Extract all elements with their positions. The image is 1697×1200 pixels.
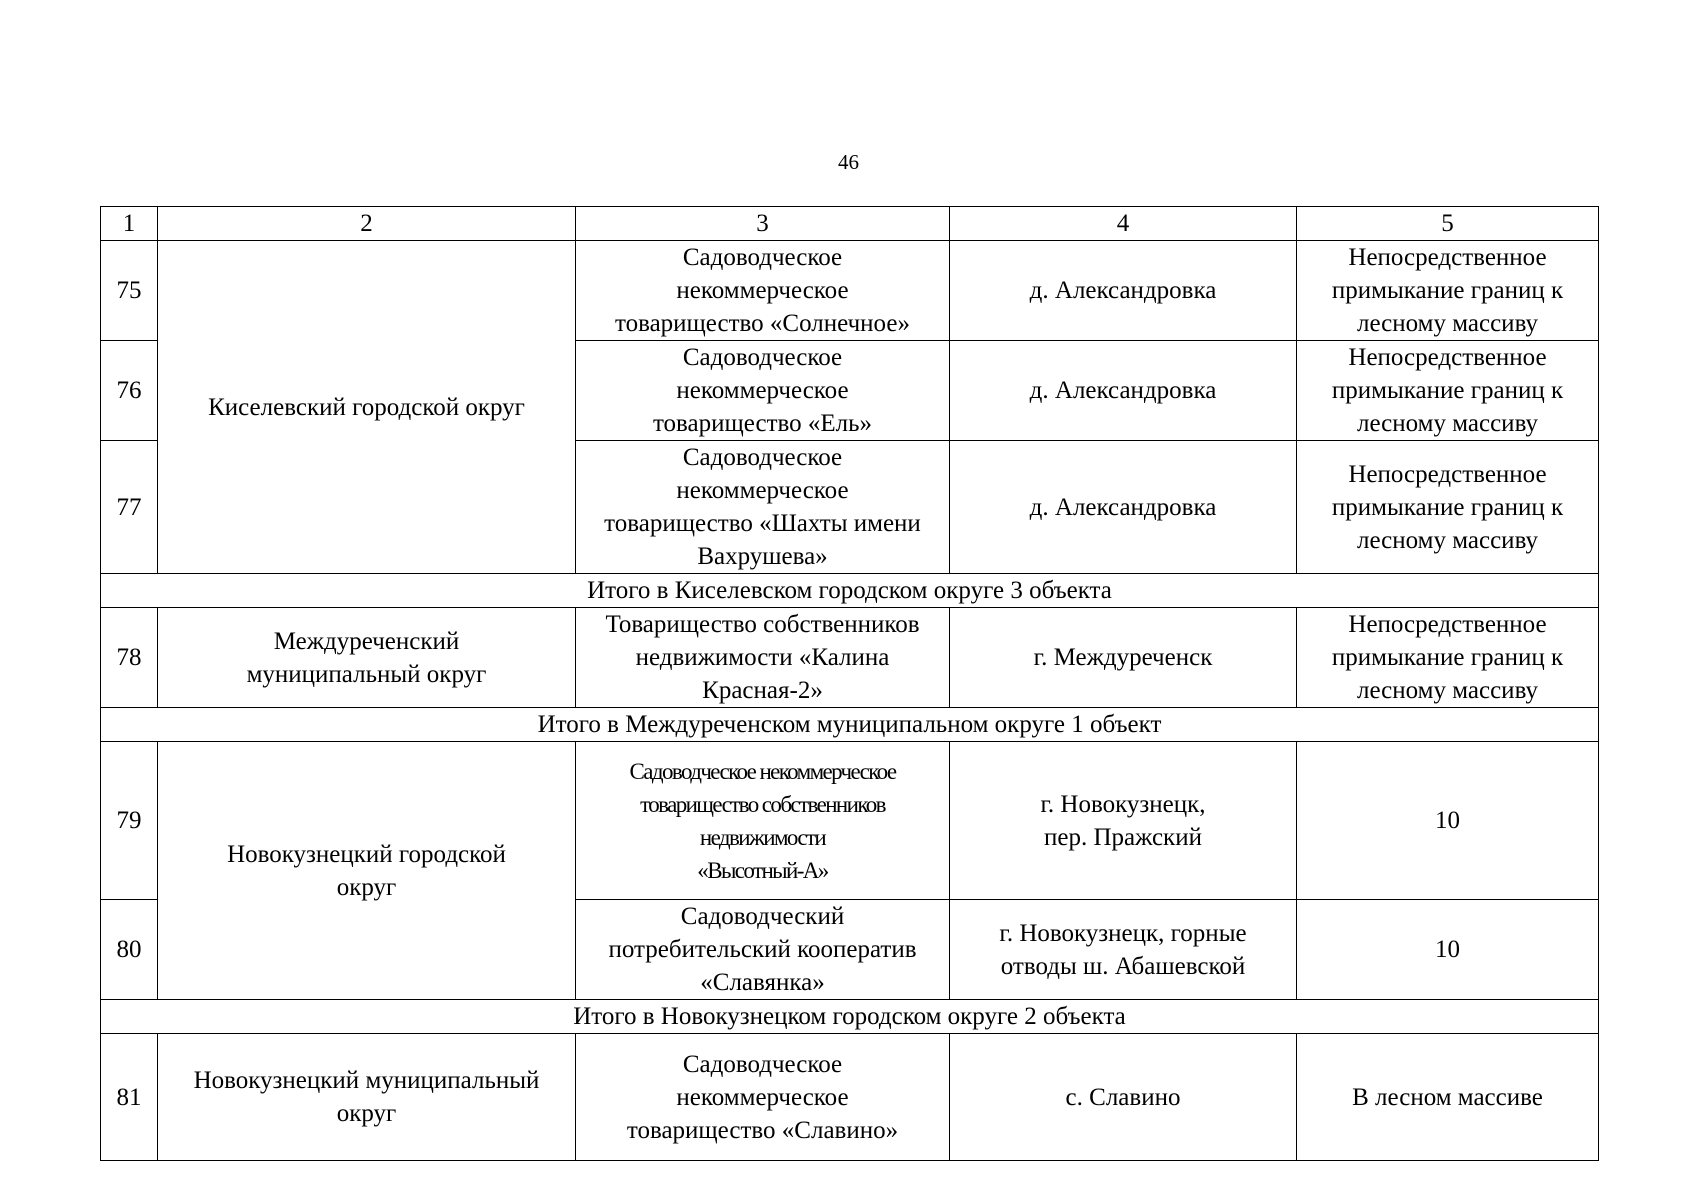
distance-cell — [1297, 608, 1599, 708]
location-cell — [950, 742, 1297, 900]
total-cell: Итого в Новокузнецком городском округе 2 объекта — [101, 1000, 1599, 1034]
row-number: 81 — [101, 1034, 158, 1161]
header-col-2: 2 — [158, 207, 576, 241]
text-line: товарищество «Ель» — [652, 410, 873, 437]
text-line: товарищество собственников — [640, 791, 885, 817]
text-line: потребительский кооператив — [608, 936, 917, 963]
text-line: Садоводческое — [682, 244, 843, 271]
location-cell: с. Славино — [950, 1034, 1297, 1161]
location-cell: г. Междуреченск — [950, 608, 1297, 708]
row-number: 79 — [101, 742, 158, 900]
row-number: 76 — [101, 341, 158, 441]
text-line: Непосредственное — [1348, 344, 1547, 371]
text-line: Садоводческое — [682, 344, 843, 371]
header-col-5: 5 — [1297, 207, 1599, 241]
objects-table — [100, 206, 1599, 1161]
total-cell: Итого в Киселевском городском округе 3 объекта — [101, 574, 1599, 608]
text-line: Садоводческий — [680, 903, 845, 930]
district-cell — [158, 1034, 576, 1161]
table-row — [101, 1034, 1599, 1161]
total-cell: Итого в Междуреченском муниципальном округе 1 объект — [101, 708, 1599, 742]
object-name-cell — [576, 608, 950, 708]
object-name-cell — [576, 441, 950, 574]
text-line: отводы ш. Абашевской — [1000, 952, 1246, 980]
text-line: Садоводческое некоммерческое — [629, 758, 896, 784]
text-line: примыкание границ к — [1331, 493, 1564, 521]
location-cell: д. Александровка — [950, 441, 1297, 574]
table-row — [101, 241, 1599, 341]
object-name-cell — [576, 1034, 950, 1161]
location-cell: д. Александровка — [950, 241, 1297, 341]
district-cell — [158, 742, 576, 1000]
distance-cell: 10 — [1297, 742, 1599, 900]
header-col-1: 1 — [101, 207, 158, 241]
district-cell — [158, 608, 576, 708]
row-number: 80 — [101, 900, 158, 1000]
total-row — [101, 574, 1599, 608]
text-line: Непосредственное — [1348, 460, 1547, 488]
distance-cell — [1297, 241, 1599, 341]
text-line: товарищество «Славино» — [626, 1116, 899, 1144]
text-line: некоммерческое — [676, 277, 849, 304]
header-col-4: 4 — [950, 207, 1297, 241]
text-line: Непосредственное — [1348, 611, 1547, 638]
distance-cell — [1297, 341, 1599, 441]
text-line: недвижимости — [699, 824, 826, 850]
object-name-cell — [576, 341, 950, 441]
object-name-cell — [576, 900, 950, 1000]
text-line: Садоводческое — [682, 1050, 843, 1078]
text-line: недвижимости «Калина — [635, 644, 890, 671]
header-row — [101, 207, 1599, 241]
text-line: лесному массиву — [1356, 410, 1539, 437]
text-line: товарищество «Солнечное» — [615, 310, 910, 337]
text-line: лесному массиву — [1356, 310, 1539, 337]
location-cell: д. Александровка — [950, 341, 1297, 441]
text-line: Товарищество собственников — [605, 611, 920, 638]
text-line: Новокузнецкий городской — [227, 840, 506, 868]
text-line: Непосредственное — [1348, 244, 1547, 271]
text-line: примыкание границ к — [1331, 377, 1564, 404]
text-line: лесному массиву — [1356, 526, 1539, 554]
text-line: Вахрушева» — [697, 543, 828, 570]
distance-cell — [1297, 441, 1599, 574]
object-name-cell — [576, 241, 950, 341]
page-number: 46 — [838, 150, 859, 174]
table-row — [101, 742, 1599, 900]
text-line: некоммерческое — [676, 377, 849, 404]
location-cell — [950, 900, 1297, 1000]
text-line: примыкание границ к — [1331, 644, 1564, 671]
total-row — [101, 708, 1599, 742]
text-line: некоммерческое — [676, 477, 849, 504]
text-line: муниципальный округ — [246, 660, 487, 688]
text-line: г. Новокузнецк, горные — [999, 919, 1247, 947]
row-number: 77 — [101, 441, 158, 574]
total-row — [101, 1000, 1599, 1034]
text-line: округ — [336, 1100, 397, 1127]
distance-cell: 10 — [1297, 900, 1599, 1000]
text-line: лесному массиву — [1356, 677, 1539, 704]
text-line: Междуреченский — [273, 627, 460, 655]
text-line: г. Новокузнецк, — [1040, 790, 1206, 818]
text-line: «Высотный-А» — [697, 857, 828, 883]
text-line: Садоводческое — [682, 444, 843, 471]
table-row — [101, 608, 1599, 708]
object-name-cell — [576, 742, 950, 900]
text-line: некоммерческое — [676, 1083, 849, 1111]
row-number: 75 — [101, 241, 158, 341]
text-line: товарищество «Шахты имени — [604, 510, 921, 537]
row-number: 78 — [101, 608, 158, 708]
distance-cell: В лесном массиве — [1297, 1034, 1599, 1161]
header-col-3: 3 — [576, 207, 950, 241]
text-line: Новокузнецкий муниципальный — [193, 1067, 540, 1094]
text-line: «Славянка» — [700, 969, 825, 996]
text-line: округ — [336, 873, 397, 901]
text-line: пер. Пражский — [1044, 823, 1202, 851]
text-line: Красная-2» — [702, 677, 823, 704]
text-line: примыкание границ к — [1331, 277, 1564, 304]
district-cell: Киселевский городской округ — [158, 241, 576, 574]
